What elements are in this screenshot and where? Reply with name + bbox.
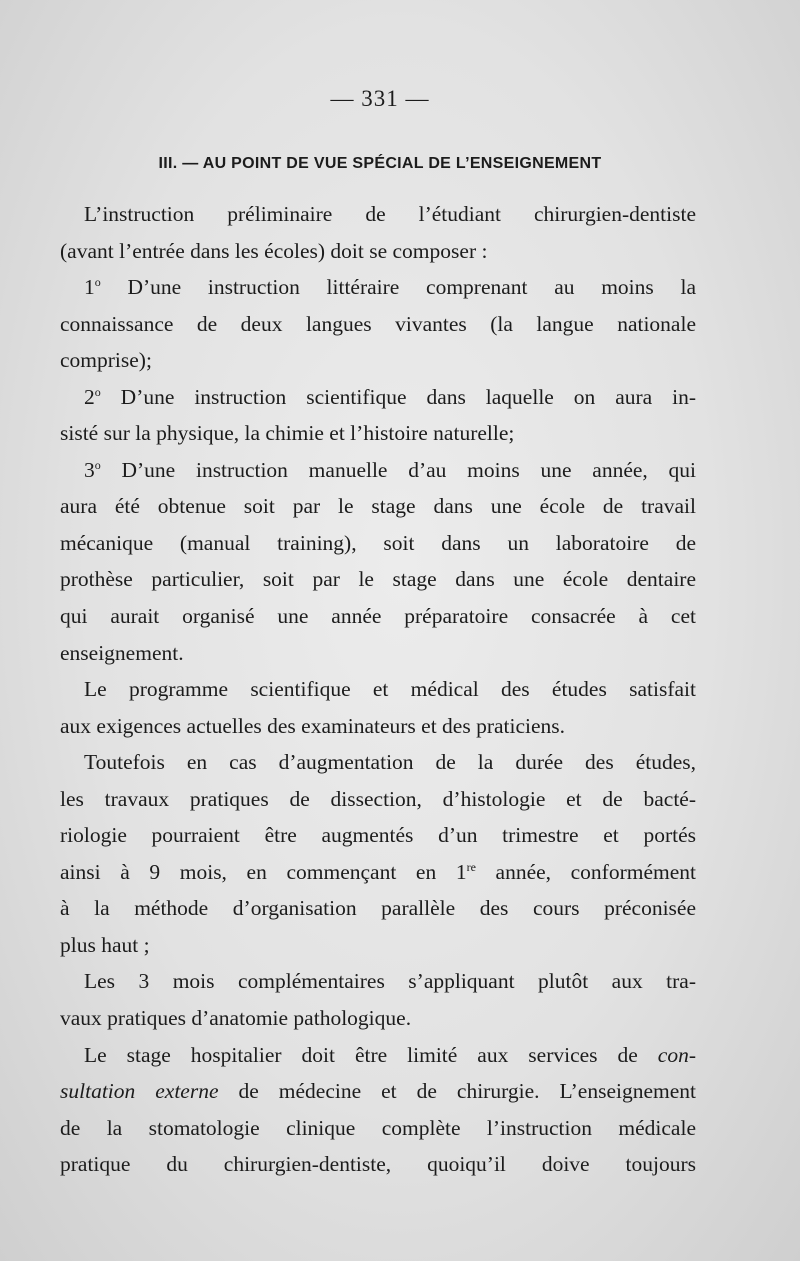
text-line: 1$^o$ D’une instruction littéraire comprenant au moins la [84, 275, 696, 300]
text-line: prothèse particulier, soit par le stage dans une école dentaire [60, 567, 696, 592]
superscript: o [94, 275, 101, 290]
body-text [60, 196, 696, 1183]
text-line: aura été obtenue soit par le stage dans une école de travail [60, 494, 696, 519]
text-line: comprise); [60, 348, 152, 373]
text-line: mécanique (manual training), soit dans un laboratoire de [60, 530, 696, 555]
section-heading: III. — AU POINT DE VUE SPÉCIAL DE L’ENSEIGNEMENT [158, 155, 602, 172]
text-line: plus haut ; [60, 932, 150, 957]
text-line: (avant l’entrée dans les écoles) doit se composer : [60, 238, 488, 263]
text-line: aux exigences actuelles des examinateurs et des praticiens. [60, 713, 566, 738]
italic-text: con- [657, 1042, 696, 1067]
text-line: vaux pratiques d’anatomie pathologique. [60, 1006, 412, 1031]
text-line: Le programme scientifique et médical des études satisfait [84, 677, 696, 702]
text-line: Toutefois en cas d’augmentation de la durée des études, [84, 750, 696, 775]
text-line: qui aurait organisé une année préparatoire consacrée à cet [60, 604, 696, 629]
page-number: — 331 — [330, 86, 430, 111]
text-line: 3$^o$ D’une instruction manuelle d’au moins une année, qui [84, 457, 696, 482]
text-line: 2$^o$ D’une instruction scientifique dans laquelle on aura in- [84, 384, 696, 409]
italic-text: sultation externe [60, 1079, 219, 1104]
text-line: sisté sur la physique, la chimie et l’histoire naturelle; [60, 421, 515, 446]
text-line: ainsi à 9 mois, en commençant en 1re année, conformément [60, 859, 696, 884]
text-line: Le stage hospitalier doit être limité aux services de con- [84, 1042, 696, 1067]
text-line: L’instruction préliminaire de l’étudiant chirurgien-dentiste [84, 202, 696, 226]
text-line: sultation externe de médecine et de chirurgie. L’enseignement [60, 1079, 696, 1104]
text-line: de la stomatologie clinique complète l’instruction médicale [60, 1115, 696, 1140]
text-line: connaissance de deux langues vivantes (la langue nationale [60, 311, 696, 336]
text-line: les travaux pratiques de dissection, d’histologie et de bacté- [60, 786, 696, 811]
text-line: à la méthode d’organisation parallèle des cours préconisée [60, 896, 696, 921]
text-line: pratique du chirurgien-dentiste, quoiqu’il doive toujours [60, 1152, 696, 1177]
text-line: Les 3 mois complémentaires s’appliquant plutôt aux tra- [84, 969, 696, 994]
text-line: riologie pourraient être augmentés d’un trimestre et portés [60, 823, 696, 848]
superscript: o [94, 457, 101, 472]
superscript: re [466, 859, 476, 874]
superscript: o [94, 384, 101, 399]
text-line: enseignement. [60, 640, 184, 665]
